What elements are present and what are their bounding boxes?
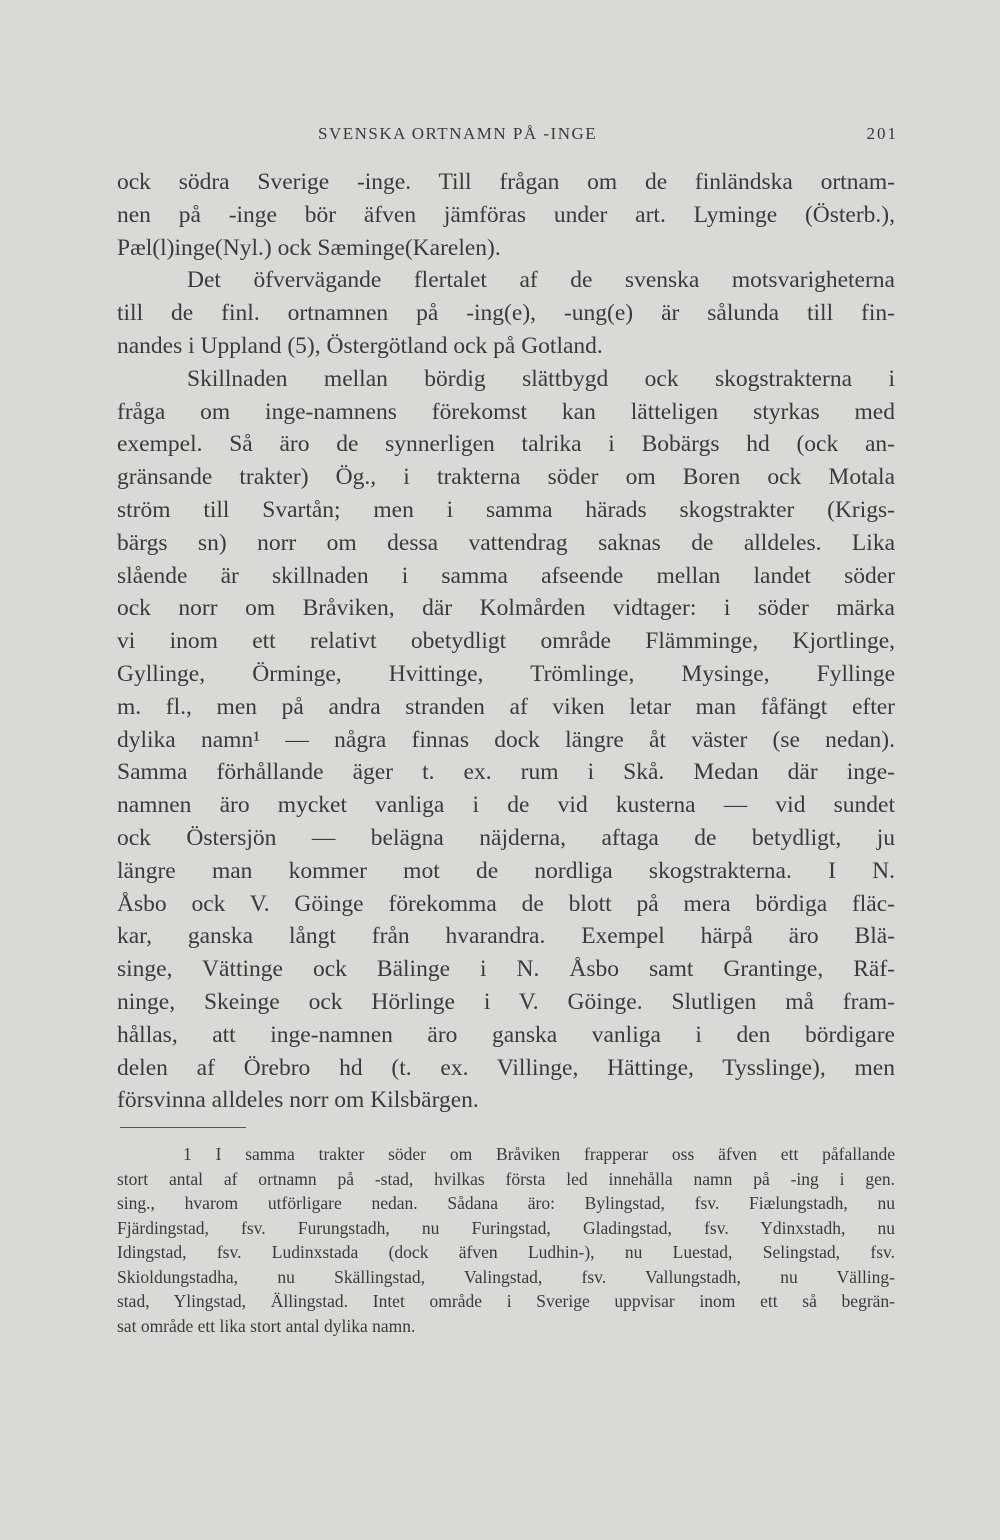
text-line: slående är skillnaden i samma afseende mellan landet söder <box>117 562 895 589</box>
footnote-line: 1 I samma trakter söder om Bråviken frapperar oss äfven ett påfallande <box>183 1144 895 1164</box>
body-text <box>117 166 895 1117</box>
text-line: till de finl. ortnamnen på -ing(e), -ung(e) är sålunda till fin- <box>117 300 895 327</box>
running-head <box>118 124 898 148</box>
text-line: ock norr om Bråviken, där Kolmården vidtager: i söder märka <box>117 595 895 622</box>
footnotes <box>117 1142 895 1338</box>
text-line: nandes i Uppland (5), Östergötland ock på Gotland. <box>117 332 603 359</box>
text-line: Det öfvervägande flertalet af de svenska motsvarigheterna <box>187 267 895 294</box>
text-line: singe, Vättinge ock Bälinge i N. Åsbo samt Grantinge, Räf- <box>117 956 895 983</box>
text-line: ninge, Skeinge ock Hörlinge i V. Göinge. Slutligen må fram- <box>117 988 895 1015</box>
text-line: ock södra Sverige -inge. Till frågan om de finländska ortnam- <box>117 169 895 195</box>
text-line: dylika namn¹ — några finnas dock längre åt väster (se nedan). <box>117 726 895 753</box>
footnote-line: stort antal af ortnamn på -stad, hvilkas första led innehålla namn på -ing i gen. <box>117 1168 895 1189</box>
footnote-line: stad, Ylingstad, Ällingstad. Intet område i Sverige uppvisar inom ett så begrän- <box>117 1291 895 1311</box>
text-line: Skillnaden mellan bördig slättbygd ock skogstrakterna i <box>187 365 895 392</box>
text-line: vi inom ett relativt obetydligt område Flämminge, Kjortlinge, <box>117 628 895 655</box>
text-line: kar, ganska långt från hvarandra. Exempel härpå äro Blä- <box>117 923 895 950</box>
text-line: nen på -inge bör äfven jämföras under art. Lyminge (Österb.), <box>117 201 895 228</box>
footnote-line: Fjärdingstad, fsv. Furungstadh, nu Furingstad, Gladingstad, fsv. Ydinxstadh, nu <box>117 1217 895 1238</box>
running-title: SVENSKA ORTNAMN PÅ -INGE <box>318 124 598 143</box>
text-line: Gyllinge, Örminge, Hvittinge, Trömlinge, Mysinge, Fyllinge <box>117 660 895 687</box>
text-line: ock Östersjön — belägna näjderna, aftaga de betydligt, ju <box>117 824 895 851</box>
text-line: exempel. Så äro de synnerligen talrika i Bobärgs hd (ock an- <box>117 431 895 458</box>
footnote-line: Idingstad, fsv. Ludinxstada (dock äfven Ludhin-), nu Luestad, Selingstad, fsv. <box>117 1242 895 1262</box>
text-line: delen af Örebro hd (t. ex. Villinge, Hättinge, Tysslinge), men <box>117 1054 895 1081</box>
text-line: hållas, att inge-namnen äro ganska vanliga i den bördigare <box>117 1021 895 1048</box>
text-line: gränsande trakter) Ög., i trakterna söder om Boren ock Motala <box>117 464 895 491</box>
text-line: fråga om inge-namnens förekomst kan lätteligen styrkas med <box>117 398 895 425</box>
text-line: Pæl(l)inge(Nyl.) ock Sæminge(Karelen). <box>117 234 501 261</box>
text-line: längre man kommer mot de nordliga skogstrakterna. I N. <box>117 857 895 884</box>
text-line: namnen äro mycket vanliga i de vid kusterna — vid sundet <box>117 792 895 819</box>
footnote-line: Skioldungstadha, nu Skällingstad, Valingstad, fsv. Vallungstadh, nu Välling- <box>117 1266 895 1287</box>
text-line: försvinna alldeles norr om Kilsbärgen. <box>117 1087 479 1114</box>
text-line: bärgs sn) norr om dessa vattendrag saknas de alldeles. Lika <box>117 529 895 556</box>
footnote-divider <box>120 1127 246 1128</box>
footnote-line: sat område ett lika stort antal dylika namn. <box>117 1315 416 1336</box>
text-line: Åsbo ock V. Göinge förekomma de blott på mera bördiga fläc- <box>117 890 895 917</box>
text-line: m. fl., men på andra stranden af viken letar man fåfängt efter <box>117 693 895 720</box>
text-line: ström till Svartån; men i samma härads skogstrakter (Krigs- <box>117 496 895 523</box>
footnote-line: sing., hvarom utförligare nedan. Sådana äro: Bylingstad, fsv. Fiælungstadh, nu <box>117 1193 895 1213</box>
page-number: 201 <box>866 124 898 143</box>
text-line: Samma förhållande äger t. ex. rum i Skå. Medan där inge- <box>117 759 895 786</box>
